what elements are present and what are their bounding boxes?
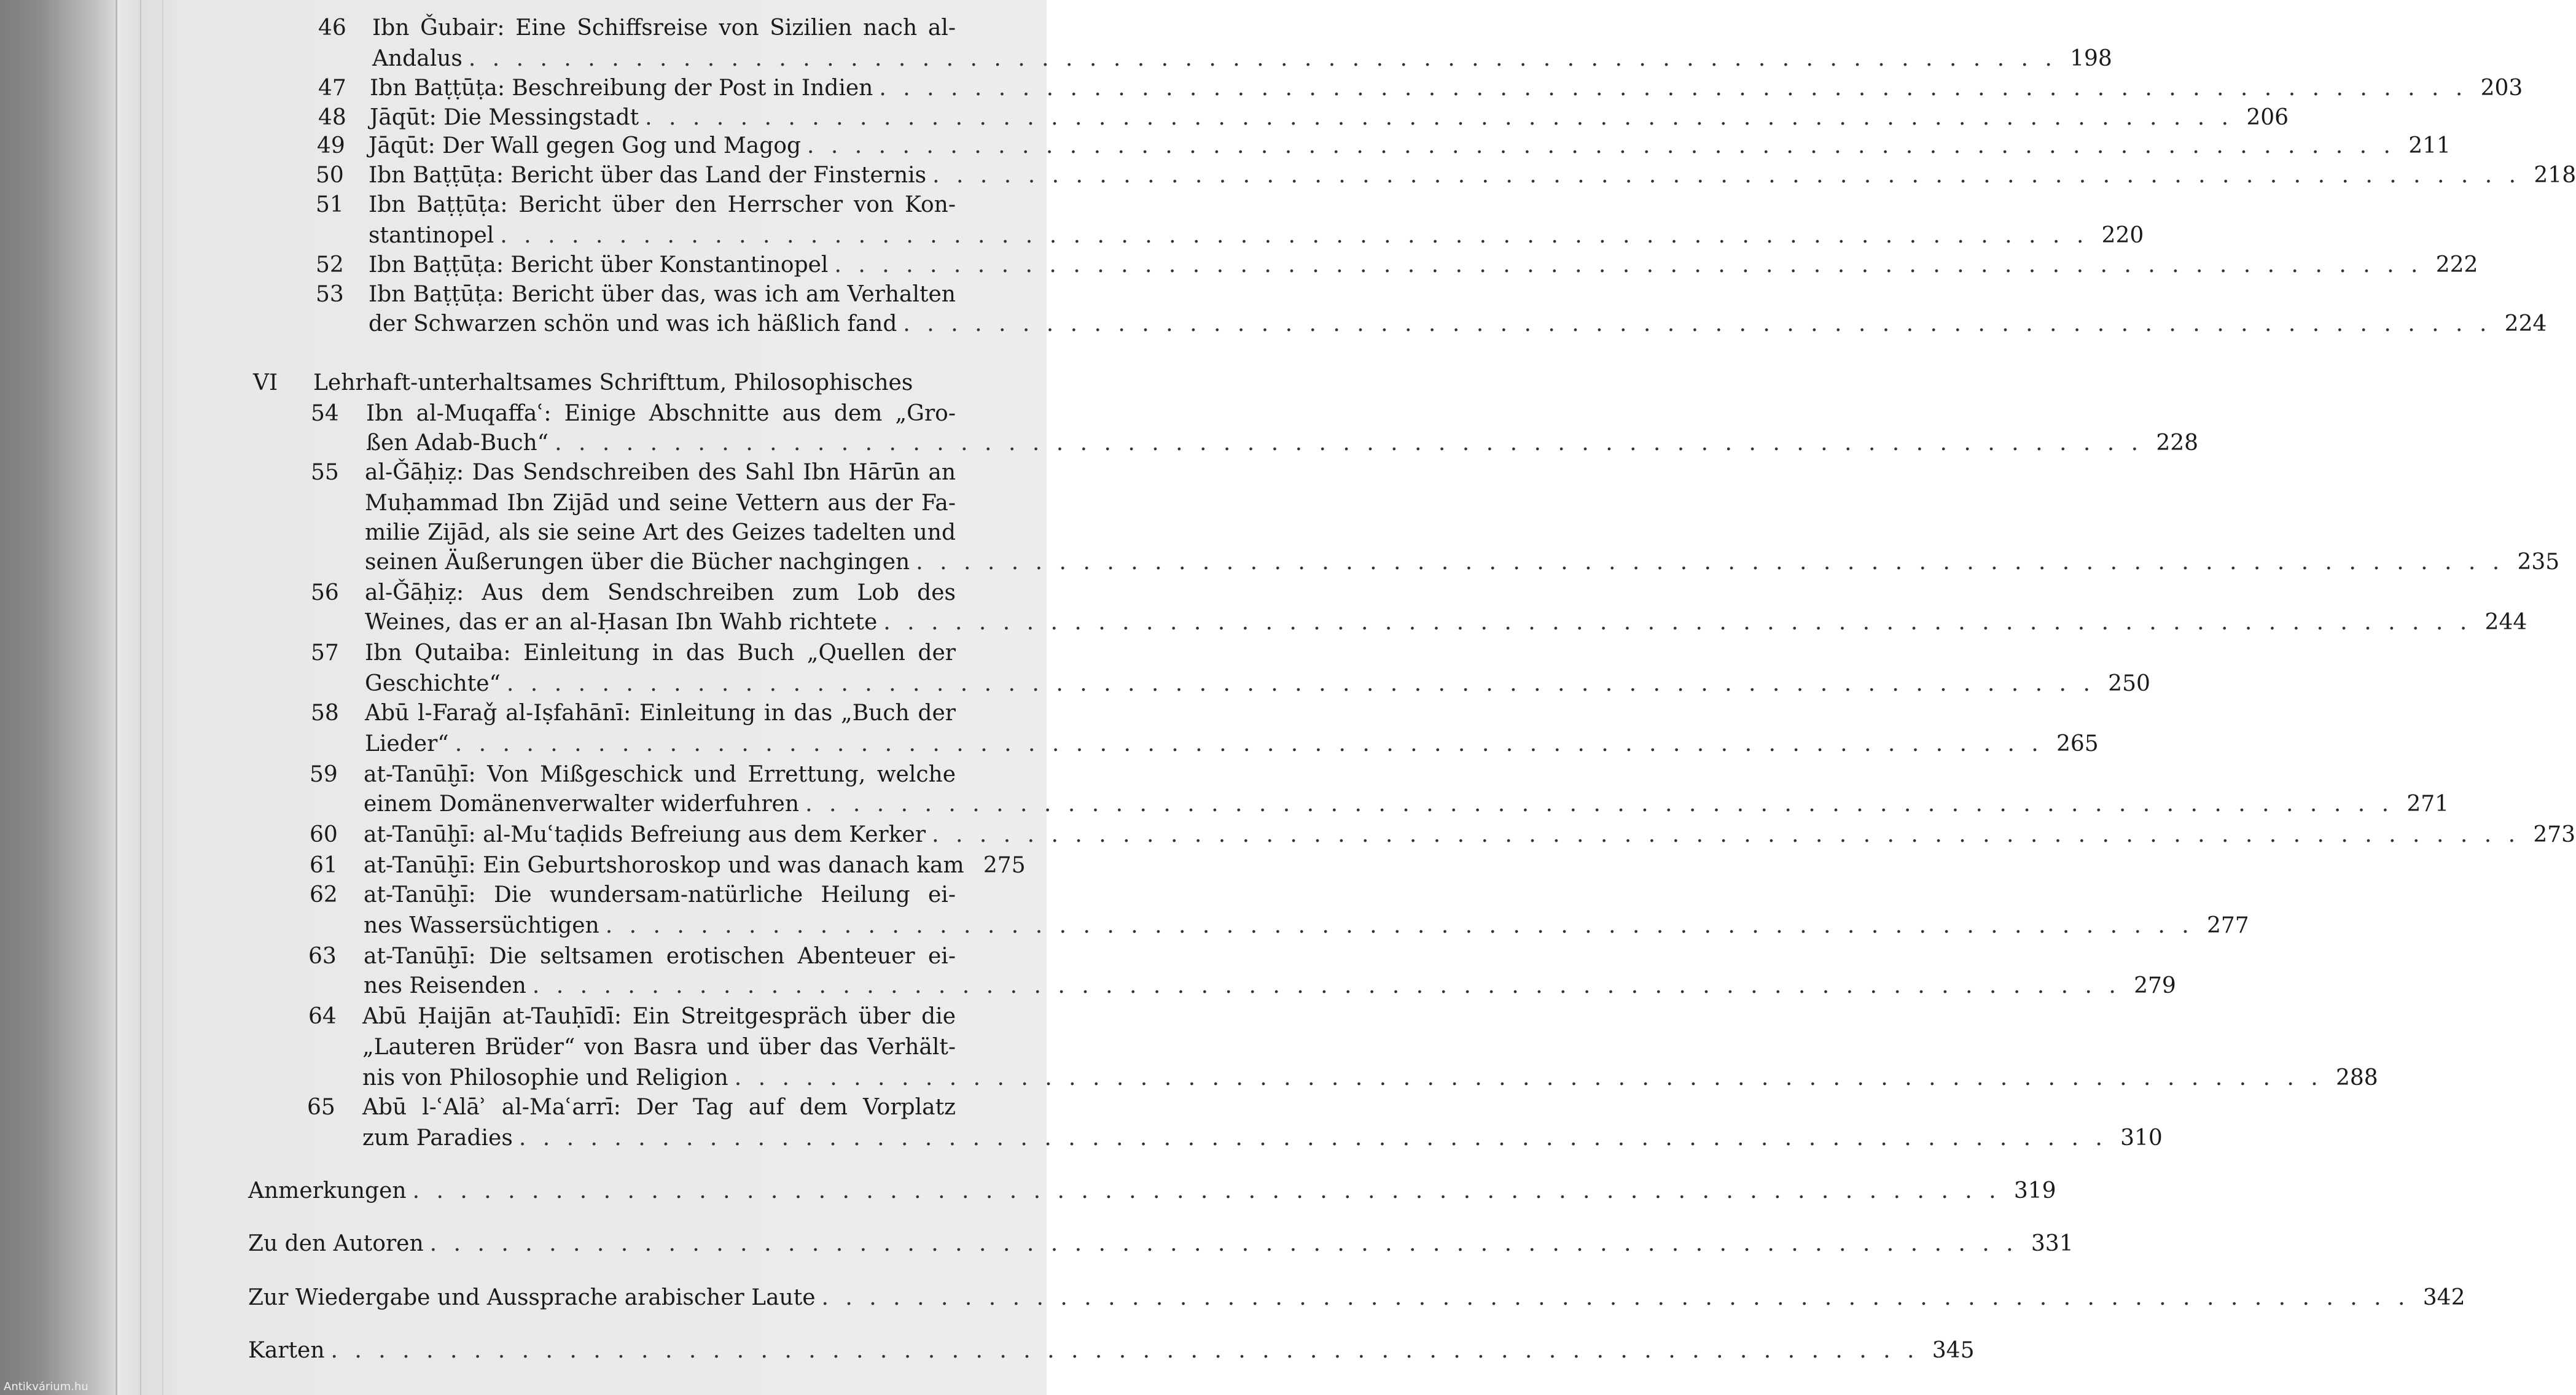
toc-entry-anmerkungen[interactable] <box>248 1176 2056 1206</box>
page-number: 198 <box>2070 46 2112 71</box>
section-roman-numeral: VI <box>253 370 278 395</box>
entry-title-line: nes Wassersüchtigen <box>364 913 599 938</box>
dot-leader: . . . . . . . . . . . . . . . . . . . . . . . . . . . . . . . . . . . . . . . . . . . . . . . . . . . . . . . . . . . . . . . . . . . <box>455 731 2043 756</box>
section-title[interactable]: Lehrhaft-unterhaltsames Schrifttum, Philosophisches <box>313 370 913 395</box>
toc-entry-row[interactable] <box>364 851 1026 880</box>
entry-number: 52 <box>316 252 344 278</box>
entry-number: 50 <box>316 163 344 188</box>
page-number: 224 <box>2504 311 2547 336</box>
page-number: 342 <box>2422 1285 2465 1310</box>
entry-number: 48 <box>318 105 346 130</box>
entry-title-line: at-Tanūḫī: Die wundersam-natürliche Heilung ei- <box>364 882 956 907</box>
entry-title-line: Abū l-Faraǧ al-Iṣfahānī: Einleitung in das „Buch der <box>365 701 956 726</box>
toc-entry-row[interactable] <box>365 608 2527 637</box>
entry-title-line: ßen Adab-Buch“ <box>366 430 549 456</box>
entry-number: 53 <box>316 282 344 307</box>
page-number: 331 <box>2031 1231 2074 1256</box>
entry-title-line: at-Tanūḫī: Von Mißgeschick und Errettung, welche <box>364 762 956 787</box>
entry-number: 63 <box>308 944 337 969</box>
dot-leader: . . . . . . . . . . . . . . . . . . . . . . . . . . . . . . . . . . . . . . . . . . . . . . . . . . . . . . . . . . . . . . . . . . . <box>330 1338 1919 1363</box>
toc-entry-row[interactable] <box>372 44 2112 74</box>
entry-title-line: Geschichte“ <box>365 671 501 696</box>
toc-entry-karten[interactable] <box>248 1336 1975 1366</box>
toc-entry-row[interactable] <box>369 221 2144 251</box>
toc-entry-row[interactable] <box>362 1124 2163 1153</box>
entry-number: 47 <box>318 76 346 101</box>
page-number: 220 <box>2101 223 2144 248</box>
page-number: 279 <box>2134 973 2176 998</box>
dot-leader: . . . . . . . . . . . . . . . . . . . . . . . . . . . . . . . . . . . . . . . . . . . . . . . . . . . . . . . . . . . . . . . . . . . <box>605 913 2194 938</box>
dot-leader: . . . . . . . . . . . . . . . . . . . . . . . . . . . . . . . . . . . . . . . . . . . . . . . . . . . . . . . . . . . . . . . . . . . <box>932 163 2521 188</box>
entry-number: 55 <box>311 460 339 485</box>
entry-title-line: Anmerkungen <box>248 1178 407 1203</box>
entry-number: 56 <box>311 580 339 605</box>
dot-leader: . . . . . . . . . . . . . . . . . . . . . . . . . . . . . . . . . . . . . . . . . . . . . . . . . . . . . . . . . . . . . . . . . . . <box>500 223 2089 248</box>
dot-leader: . . . . . . . . . . . . . . . . . . . . . . . . . . . . . . . . . . . . . . . . . . . . . . . . . . . . . . . . . . . . . . . . . . . <box>932 822 2521 847</box>
page-number: 211 <box>2408 133 2451 158</box>
dot-leader: . . . . . . . . . . . . . . . . . . . . . . . . . . . . . . . . . . . . . . . . . . . . . . . . . . . . . . . . . . . . . . . . . . . <box>834 252 2423 278</box>
entry-title-line: stantinopel <box>369 223 494 248</box>
dot-leader: . . . . . . . . . . . . . . . . . . . . . . . . . . . . . . . . . . . . . . . . . . . . . . . . . . . . . . . . . . . . . . . . . . . <box>412 1178 2001 1203</box>
dot-leader: . . . . . . . . . . . . . . . . . . . . . . . . . . . . . . . . . . . . . . . . . . . . . . . . . . . . . . . . . . . . . . . . . . . <box>429 1231 2018 1256</box>
entry-number: 57 <box>311 640 339 666</box>
entry-number: 46 <box>318 15 346 41</box>
entry-title-line: Zu den Autoren <box>248 1231 424 1256</box>
page-number: 275 <box>983 853 1026 878</box>
entry-title-line: Ibn Baṭṭūṭa: Bericht über den Herrscher von Kon- <box>369 192 956 217</box>
entry-title-line: Ibn Baṭṭūṭa: Bericht über das Land der Finsternis <box>369 163 927 188</box>
entry-title-line: Ibn Baṭṭūṭa: Bericht über das, was ich am Verhalten <box>369 282 956 307</box>
toc-entry-row[interactable] <box>369 251 2478 280</box>
entry-title-line: nes Reisenden <box>364 973 526 998</box>
toc-entry-autoren[interactable] <box>248 1229 2074 1259</box>
dot-leader: . . . . . . . . . . . . . . . . . . . . . . . . . . . . . . . . . . . . . . . . . . . . . . . . . . . . . . . . . . . . . . . . . . . <box>555 430 2144 456</box>
page-number: 288 <box>2335 1065 2378 1090</box>
page-number: 235 <box>2517 550 2560 575</box>
entry-title-line: Abū l-ʿAlāʾ al-Maʿarrī: Der Tag auf dem Vorplatz <box>362 1095 956 1120</box>
entry-number: 49 <box>317 133 345 158</box>
page-number: 273 <box>2533 822 2576 847</box>
toc-entry-row[interactable] <box>366 429 2199 458</box>
entry-number: 64 <box>308 1004 337 1029</box>
entry-number: 65 <box>307 1095 335 1120</box>
entry-title-line: Jāqūt: Der Wall gegen Gog und Magog <box>369 133 801 158</box>
dot-leader: . . . . . . . . . . . . . . . . . . . . . . . . . . . . . . . . . . . . . . . . . . . . . . . . . . . . . . . . . . . . . . . . . . . <box>903 311 2492 336</box>
entry-title-line: Muḥammad Ibn Zijād und seine Vettern aus der Fa- <box>365 491 956 516</box>
toc-entry-row[interactable] <box>364 820 2576 850</box>
dot-leader: . . . . . . . . . . . . . . . . . . . . . . . . . . . . . . . . . . . . . . . . . . . . . . . . . . . . . . . . . . . . . . . . . . . <box>506 671 2095 696</box>
entry-title-line: Jāqūt: Die Messingstadt <box>370 105 639 130</box>
page-number: 203 <box>2480 76 2523 101</box>
entry-number: 51 <box>316 192 344 217</box>
toc-entry-row[interactable] <box>365 669 2150 699</box>
entry-number: 59 <box>310 762 338 787</box>
toc-entry-row[interactable] <box>365 729 2099 759</box>
dot-leader: . . . . . . . . . . . . . . . . . . . . . . . . . . . . . . . . . . . . . . . . . . . . . . . . . . . . . . . . . . . . . . . . . . . <box>645 105 2234 130</box>
entry-title-line: Ibn Baṭṭūṭa: Bericht über Konstantinopel <box>369 252 829 278</box>
page-number: 271 <box>2406 791 2449 817</box>
entry-title-line: Abū Ḥaijān at-Tauḥīdī: Ein Streitgespräch über die <box>362 1004 956 1029</box>
entry-number: 61 <box>310 853 338 878</box>
dot-leader: . . . . . . . . . . . . . . . . . . . . . . . . . . . . . . . . . . . . . . . . . . . . . . . . . . . . . . . . . . . . . . . . . . . <box>821 1285 2410 1310</box>
toc-entry-row[interactable] <box>369 309 2547 339</box>
page-number: 244 <box>2484 610 2527 635</box>
dot-leader: . . . . . . . . . . . . . . . . . . . . . . . . . . . . . . . . . . . . . . . . . . . . . . . . . . . . . . . . . . . . . . . . . . . <box>532 973 2121 998</box>
entry-title-line: at-Tanūḫī: Die seltsamen erotischen Abenteuer ei- <box>364 944 956 969</box>
watermark: Antikvárium.hu <box>4 1380 88 1393</box>
entry-title-line: al-Ǧāḥiẓ: Aus dem Sendschreiben zum Lob des <box>365 580 956 605</box>
entry-title-line: einem Domänenverwalter widerfuhren <box>364 791 800 817</box>
entry-number: 54 <box>311 401 339 426</box>
entry-title-line: Ibn al-Muqaffaʿ: Einige Abschnitte aus dem „Gro- <box>366 401 956 426</box>
entry-title-line: Weines, das er an al-Ḥasan Ibn Wahb richtete <box>365 610 878 635</box>
entry-number: 58 <box>311 701 339 726</box>
dot-leader: . . . . . . . . . . . . . . . . . . . . . . . . . . . . . . . . . . . . . . . . . . . . . . . . . . . . . . . . . . . . . . . . . . . <box>879 76 2468 101</box>
dot-leader: . . . . . . . . . . . . . . . . . . . . . . . . . . . . . . . . . . . . . . . . . . . . . . . . . . . . . . . . . . . . . . . . . . . <box>805 791 2394 817</box>
entry-title-line: der Schwarzen schön und was ich häßlich fand <box>369 311 897 336</box>
page-number: 265 <box>2056 731 2099 756</box>
toc-entry-row[interactable] <box>369 161 2576 190</box>
entry-title-line: seinen Äußerungen über die Bücher nachgingen <box>365 550 910 575</box>
page-number: 206 <box>2246 105 2289 130</box>
dot-leader: . . . . . . . . . . . . . . . . . . . . . . . . . . . . . . . . . . . . . . . . . . . . . . . . . . . . . . . . . . . . . . . . . . . <box>916 550 2505 575</box>
page-number: 319 <box>2013 1178 2056 1203</box>
entry-number: 62 <box>310 882 338 907</box>
entry-title-line: „Lauteren Brüder“ von Basra und über das Verhält- <box>362 1035 956 1060</box>
entry-title-line: milie Zijād, als sie seine Art des Geizes tadelten und <box>365 520 956 545</box>
entry-title-line: Andalus <box>372 46 463 71</box>
entry-title-line: Zur Wiedergabe und Aussprache arabischer Laute <box>248 1285 816 1310</box>
page-number: 222 <box>2435 252 2478 278</box>
dot-leader: . . . . . . . . . . . . . . . . . . . . . . . . . . . . . . . . . . . . . . . . . . . . . . . . . . . . . . . . . . . . . . . . . . . <box>468 46 2057 71</box>
entry-title-line: Ibn Ǧubair: Eine Schiffsreise von Sizilien nach al- <box>372 15 956 41</box>
toc-entry-row[interactable] <box>369 131 2451 161</box>
page-number: 345 <box>1932 1338 1975 1363</box>
toc-entry-row[interactable] <box>365 548 2560 577</box>
dot-leader: . . . . . . . . . . . . . . . . . . . . . . . . . . . . . . . . . . . . . . . . . . . . . . . . . . . . . . . . . . . . . . . . . . . <box>518 1125 2107 1151</box>
entry-title-line: Lieder“ <box>365 731 449 756</box>
entry-title-line: zum Paradies <box>362 1125 513 1151</box>
toc-entry-row[interactable] <box>364 971 2176 1001</box>
entry-title-line: Ibn Baṭṭūṭa: Beschreibung der Post in Indien <box>370 76 873 101</box>
page-number: 218 <box>2534 163 2576 188</box>
entry-title-line: al-Ǧāḥiẓ: Das Sendschreiben des Sahl Ibn Hārūn an <box>365 460 956 485</box>
page-number: 228 <box>2156 430 2199 456</box>
toc-entry-wiedergabe[interactable] <box>248 1283 2465 1313</box>
entry-title-line: nis von Philosophie und Religion <box>362 1065 728 1090</box>
page-number: 310 <box>2120 1125 2163 1151</box>
dot-leader: . . . . . . . . . . . . . . . . . . . . . . . . . . . . . . . . . . . . . . . . . . . . . . . . . . . . . . . . . . . . . . . . . . . <box>807 133 2395 158</box>
page-number: 277 <box>2206 913 2249 938</box>
entry-title-line: Ibn Qutaiba: Einleitung in das Buch „Quellen der <box>365 640 956 666</box>
page-number: 250 <box>2108 671 2150 696</box>
dot-leader: . . . . . . . . . . . . . . . . . . . . . . . . . . . . . . . . . . . . . . . . . . . . . . . . . . . . . . . . . . . . . . . . . . . <box>883 610 2472 635</box>
toc-entry-row[interactable] <box>362 1063 2378 1093</box>
entry-title-line: Karten <box>248 1338 325 1363</box>
entry-title-line: at-Tanūḫī: al-Muʿtaḍids Befreiung aus dem Kerker <box>364 822 926 847</box>
entry-title-line: at-Tanūḫī: Ein Geburtshoroskop und was danach kam <box>364 853 964 878</box>
toc-entry-row[interactable] <box>370 103 2289 133</box>
toc-entry-row[interactable] <box>364 911 2249 941</box>
toc-entry-row[interactable] <box>370 74 2523 103</box>
entry-number: 60 <box>310 822 338 847</box>
dot-leader: . . . . . . . . . . . . . . . . . . . . . . . . . . . . . . . . . . . . . . . . . . . . . . . . . . . . . . . . . . . . . . . . . . . <box>734 1065 2323 1090</box>
toc-entry-row[interactable] <box>364 790 2449 819</box>
